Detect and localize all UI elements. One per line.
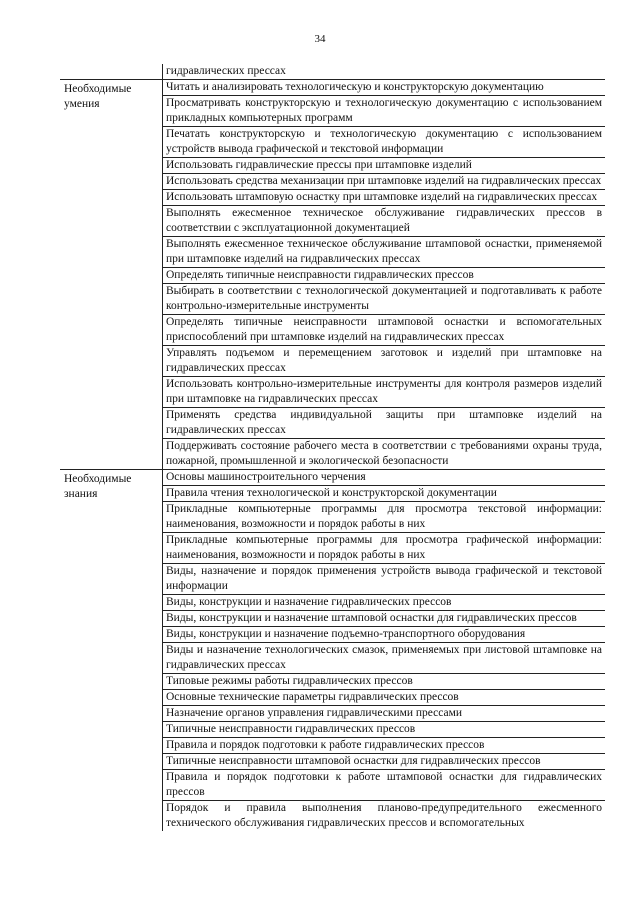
skills-items <box>162 80 605 469</box>
skill-item: Поддерживать состояние рабочего места в соответствии с требованиями охраны труда, пожарной, промышленной и экологической безопасности <box>163 438 605 469</box>
skill-item: Выполнять ежесменное техническое обслуживание штамповой оснастки, применяемой при штамповке изделий на гидравлических прессах <box>163 236 605 267</box>
row-label <box>60 64 162 79</box>
skill-item: Определять типичные неисправности штамповой оснастки и вспомогательных приспособлений при штамповке изделий на гидравлических прессах <box>163 314 605 345</box>
knowledge-item: Виды, конструкции и назначение штамповой оснастки для гидравлических прессов <box>163 610 605 626</box>
knowledge-item: Виды, конструкции и назначение подъемно-транспортного оборудования <box>163 626 605 642</box>
row-items <box>162 64 605 79</box>
knowledge-item: Правила и порядок подготовки к работе штамповой оснастки для гидравлических прессов <box>163 769 605 800</box>
knowledge-item: Типовые режимы работы гидравлических прессов <box>163 673 605 689</box>
knowledge-item: Прикладные компьютерные программы для просмотра текстовой информации: наименования, возможности и порядок работы в них <box>163 501 605 532</box>
knowledge-item: Типичные неисправности гидравлических прессов <box>163 721 605 737</box>
knowledge-label: Необходимые знания <box>64 473 132 500</box>
competency-table <box>60 64 605 831</box>
skill-item: Использовать штамповую оснастку при штамповке изделий на гидравлических прессах <box>163 189 605 205</box>
skill-item: Применять средства индивидуальной защиты при штамповке изделий на гидравлических прессах <box>163 407 605 438</box>
knowledge-row <box>60 469 605 831</box>
knowledge-item: Правила чтения технологической и конструкторской документации <box>163 485 605 501</box>
knowledge-item: Основы машиностроительного черчения <box>166 471 366 483</box>
knowledge-items <box>162 470 605 831</box>
knowledge-item: Типичные неисправности штамповой оснастки для гидравлических прессов <box>163 753 605 769</box>
skill-item: Выполнять ежесменное техническое обслуживание гидравлических прессов в соответствии с эксплуатационной документацией <box>163 205 605 236</box>
knowledge-item: Виды, конструкции и назначение гидравлических прессов <box>163 594 605 610</box>
skills-label: Необходимые умения <box>64 83 132 110</box>
knowledge-item: Правила и порядок подготовки к работе гидравлических прессов <box>163 737 605 753</box>
skill-item: Использовать средства механизации при штамповке изделий на гидравлических прессах <box>163 173 605 189</box>
page-number: 34 <box>314 33 326 45</box>
knowledge-item: Назначение органов управления гидравлическими прессами <box>163 705 605 721</box>
knowledge-item: Порядок и правила выполнения планово-предупредительного ежесменного технического обслуживания гидравлических прессов и вспомогательных <box>163 800 605 831</box>
knowledge-item: Виды и назначение технологических смазок, применяемых при листовой штамповке на гидравлических прессах <box>163 642 605 673</box>
knowledge-item: Прикладные компьютерные программы для просмотра графической информации: наименования, возможности и порядок работы в них <box>163 532 605 563</box>
skill-item: Читать и анализировать технологическую и конструкторскую документацию <box>166 81 544 93</box>
knowledge-item: Основные технические параметры гидравлических прессов <box>163 689 605 705</box>
continuation-row <box>60 64 605 79</box>
skill-item: Просматривать конструкторскую и технологическую документацию с использованием прикладных компьютерных программ <box>163 95 605 126</box>
skill-item: Выбирать в соответствии с технологической документацией и подготавливать к работе контрольно-измерительные инструменты <box>163 283 605 314</box>
skills-row <box>60 79 605 469</box>
skill-item: Печатать конструкторскую и технологическую документацию с использованием устройств вывода графической и текстовой информации <box>163 126 605 157</box>
skill-item: Использовать контрольно-измерительные инструменты для контроля размеров изделий при штамповке на гидравлических прессах <box>163 376 605 407</box>
skill-item: Определять типичные неисправности гидравлических прессов <box>163 267 605 283</box>
knowledge-item: Виды, назначение и порядок применения устройств вывода графической и текстовой информации <box>163 563 605 594</box>
skill-item: Использовать гидравлические прессы при штамповке изделий <box>163 157 605 173</box>
skill-item: Управлять подъемом и перемещением заготовок и изделий при штамповке на гидравлических прессах <box>163 345 605 376</box>
table-item: гидравлических прессах <box>166 65 286 77</box>
